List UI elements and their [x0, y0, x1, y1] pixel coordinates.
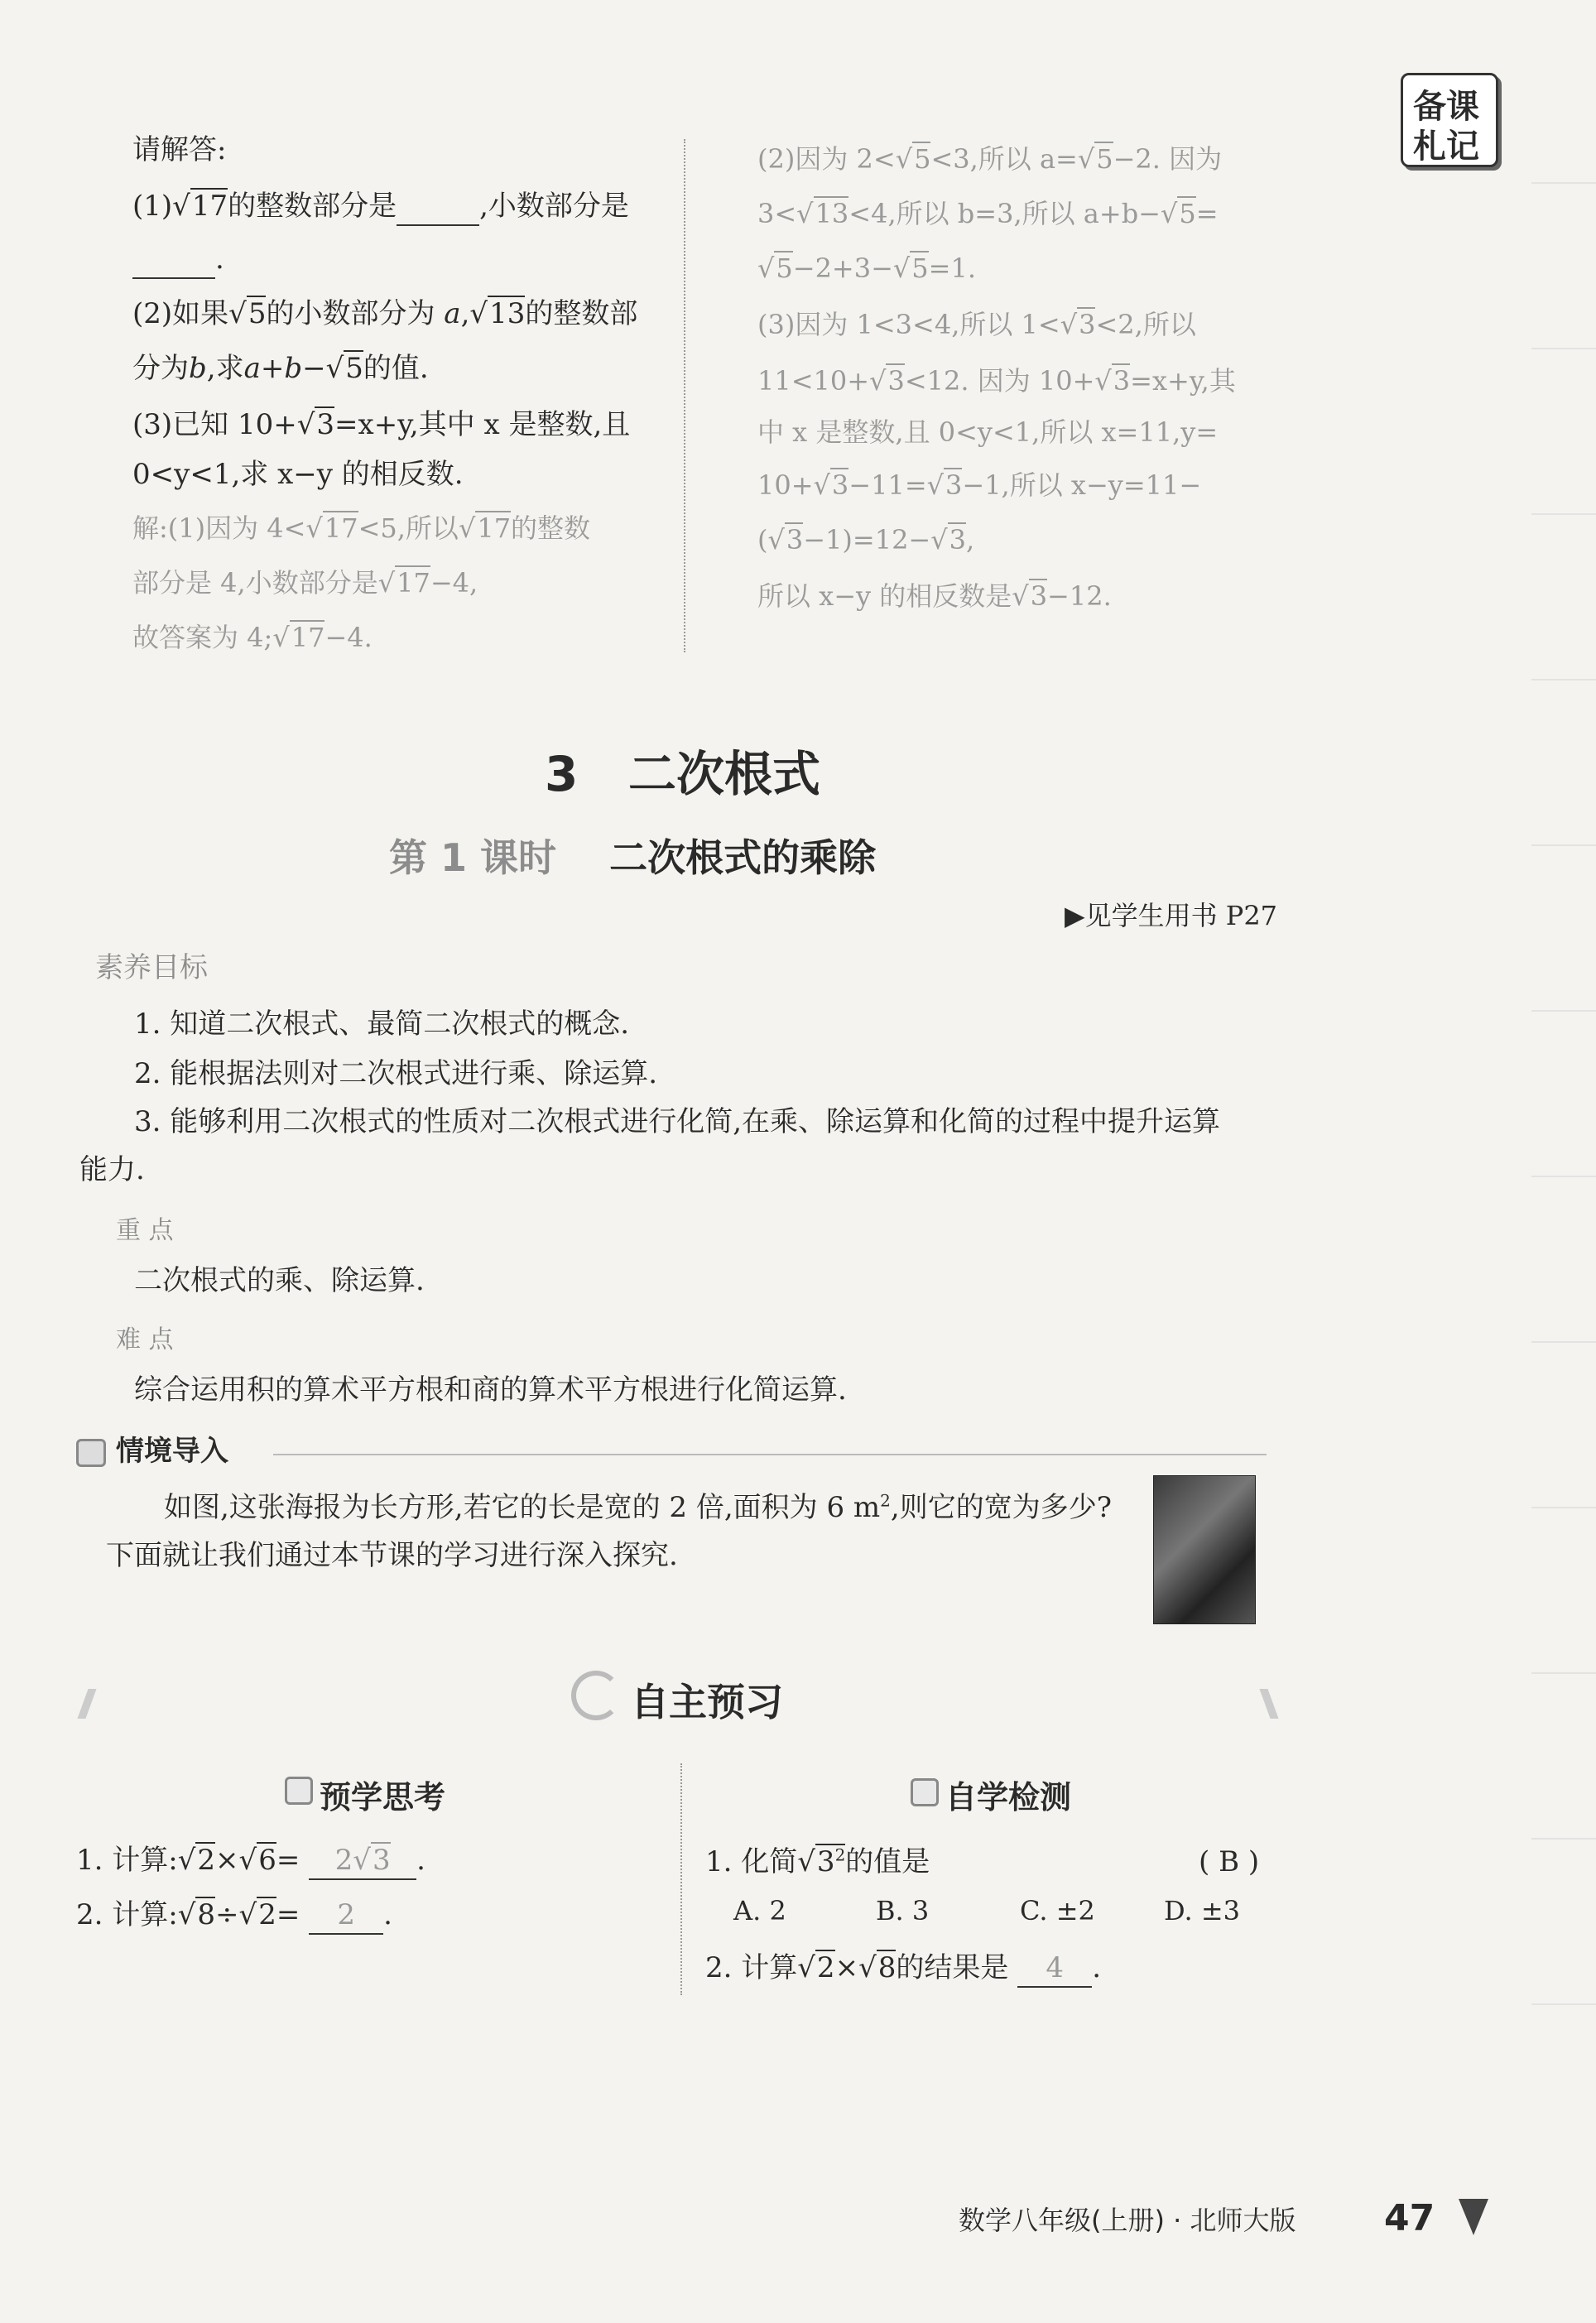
- sol-root-a: 17: [324, 512, 358, 544]
- tr-line6: 中 x 是整数,且 0<y<1,所以 x=11,y=: [757, 416, 1219, 448]
- badge-line2: 札记: [1413, 127, 1479, 166]
- q2-comma: ,: [460, 297, 470, 330]
- tr-line7: 10+√3−11=√3−1,所以 x−y=11−: [757, 469, 1202, 501]
- sol-text-e: −4,: [430, 567, 478, 599]
- tr-l9-b: −12.: [1047, 580, 1112, 612]
- difficulty-heading: 难 点: [116, 1325, 174, 1354]
- preview-left-mark: [77, 1689, 96, 1719]
- sol-root-b: 17: [477, 512, 512, 544]
- think-icon: [285, 1777, 313, 1805]
- tr-l9-r: 3: [1030, 580, 1048, 612]
- tr-l5-c: =x+y,其: [1130, 365, 1236, 397]
- tr-l5-b: <12. 因为 10+: [904, 365, 1095, 397]
- sol-text-c: 的整数: [511, 512, 591, 544]
- intro-icon: [76, 1439, 106, 1467]
- think-q2-r1: 8: [197, 1898, 216, 1931]
- lesson-title: [389, 828, 876, 883]
- sol-root-d: 17: [291, 622, 325, 653]
- tr-l7-b: −11=: [848, 469, 927, 501]
- goals-heading: 素养目标: [95, 951, 208, 984]
- preview-right-mark: [1259, 1689, 1278, 1719]
- sol-root-c: 17: [397, 567, 430, 599]
- intro-line2: 下面就让我们通过本节课的学习进行深入探究.: [106, 1539, 678, 1572]
- tr-l4-r: 3: [1079, 309, 1096, 340]
- section-name: 二次根式: [627, 746, 820, 802]
- sol-line3: 故答案为 4;√17−4.: [132, 622, 373, 653]
- tr-l9-a: 所以 x−y 的相反数是: [757, 580, 1012, 612]
- think-q2-prefix: 2. 计算:: [76, 1898, 178, 1931]
- q1-mid: 的整数部分是: [228, 190, 397, 223]
- tr-l3-r1: 5: [776, 252, 793, 284]
- sol-line2: 部分是 4,小数部分是√17−4,: [132, 567, 478, 599]
- q2-text-c: 的整数部: [525, 297, 638, 330]
- q3-root3: 3: [316, 408, 335, 441]
- top-divider: [684, 139, 685, 652]
- think-q1-ans-r: 3: [372, 1844, 391, 1877]
- sol-text-f: 故答案为 4;: [132, 622, 273, 653]
- q2-text-a: (2)如果: [132, 297, 229, 330]
- intro-rule: [273, 1454, 1267, 1455]
- lesson-label: 第 1 课时: [389, 835, 557, 880]
- think-q1-answer: 2√3: [309, 1843, 416, 1880]
- tr-l8-a: (: [757, 524, 768, 556]
- think-q1-end: .: [416, 1844, 425, 1877]
- sol-text-d: 部分是 4,小数部分是: [132, 567, 378, 599]
- q2-expr: a+b−: [243, 352, 326, 385]
- q2-text-e: ,求: [206, 352, 244, 385]
- tr-line1: (2)因为 2<√5<3,所以 a=√5−2. 因为: [757, 143, 1223, 175]
- q1-tail: ,小数部分是: [479, 190, 629, 223]
- check-q2: 2. 计算√2×√8的结果是 4 .: [705, 1950, 1101, 1988]
- tr-l2-c: =: [1195, 198, 1219, 229]
- check-q2-r1: 2: [816, 1951, 835, 1984]
- intro-heading: 情境导入: [116, 1435, 228, 1468]
- tr-l3-a: −2+3−: [792, 252, 893, 284]
- tr-l8-r1: 3: [786, 524, 804, 556]
- q1-blank1: [397, 189, 479, 226]
- tr-l7-c: −1,所以 x−y=11−: [962, 469, 1202, 501]
- tr-line9: 所以 x−y 的相反数是√3−12.: [757, 580, 1112, 612]
- q2-line2: 分为b,求a+b−√5的值.: [132, 352, 429, 385]
- check-q1: 1. 化简$√3^2$的值是: [705, 1844, 930, 1878]
- sol-text-g: −4.: [324, 622, 373, 653]
- tr-line3: √5−2+3−√5=1.: [757, 252, 976, 284]
- check-q2-tail: 的结果是: [896, 1951, 1009, 1984]
- margin-lines: [1531, 0, 1596, 2323]
- check-q2-prefix: 2. 计算: [705, 1951, 798, 1984]
- q1-end: .: [215, 243, 224, 276]
- check-q1-tail: 的值是: [845, 1845, 930, 1878]
- q3-text-b: =x+y,其中 x 是整数,且: [334, 408, 631, 441]
- sol-text-b: <5,所以: [358, 512, 459, 544]
- tr-l4-b: <2,所以: [1095, 309, 1196, 340]
- goal-2: 2. 能根据法则对二次根式进行乘、除运算.: [134, 1057, 658, 1090]
- option-a: A. 2: [733, 1895, 786, 1926]
- check-heading: 自学检测: [945, 1779, 1072, 1816]
- tr-l2-a: 3<: [757, 198, 797, 229]
- option-d: D. ±3: [1164, 1895, 1241, 1926]
- option-c: C. ±2: [1020, 1895, 1095, 1926]
- check-q1-answer: ( B ): [1199, 1845, 1260, 1878]
- think-q1-prefix: 1. 计算:: [76, 1844, 178, 1877]
- see-ref[interactable]: ▶见学生用书 P27: [1065, 900, 1278, 931]
- q2-var-a: a: [444, 297, 461, 330]
- q2-var-b: b: [189, 352, 207, 385]
- q1-root: 17: [191, 190, 228, 223]
- lesson-name: 二次根式的乘除: [609, 835, 877, 880]
- tr-l2-r2: 5: [1179, 198, 1196, 229]
- page-number: 47: [1384, 2197, 1435, 2239]
- tr-l3-b: =1.: [928, 252, 976, 284]
- tr-l2-b: <4,所以 b=3,所以 a+b−: [848, 198, 1161, 229]
- think-q1: 1. 计算:√2×√6= 2√3 .: [76, 1843, 425, 1880]
- think-q2-eq: =: [276, 1898, 300, 1931]
- intro-line1-a: 如图,这张海报为长方形,若它的长是宽的 2 倍,面积为 6 m: [164, 1491, 881, 1524]
- check-q1-prefix: 1. 化简: [705, 1845, 798, 1878]
- goal-3-cont: 能力.: [79, 1153, 145, 1186]
- think-q2-op: ÷: [215, 1898, 239, 1931]
- goal-3: 3. 能够利用二次根式的性质对二次根式进行化简,在乘、除运算和化简的过程中提升运算: [134, 1105, 1221, 1138]
- option-b: B. 3: [876, 1895, 930, 1926]
- preview-divider: [680, 1763, 682, 1995]
- check-q2-end: .: [1092, 1951, 1101, 1984]
- q1-blank2: [132, 242, 215, 279]
- tr-l1-r1: 5: [914, 143, 931, 175]
- section-title: [545, 735, 820, 805]
- tr-l7-r1: 3: [831, 469, 849, 501]
- think-q2-end: .: [383, 1898, 392, 1931]
- tr-l8-b: −1)=12−: [803, 524, 931, 556]
- difficulty-text: 综合运用积的算术平方根和商的算术平方根进行化简运算.: [134, 1373, 847, 1407]
- q2-root13: 13: [489, 297, 526, 330]
- tr-l8-r2: 3: [949, 524, 966, 556]
- preview-title: 自主预习: [631, 1680, 783, 1724]
- tr-line4: (3)因为 1<3<4,所以 1<√3<2,所以: [757, 309, 1196, 340]
- q2-text-d: 分为: [132, 352, 189, 385]
- goal-1: 1. 知道二次根式、最简二次根式的概念.: [134, 1008, 630, 1041]
- intro-line1: [164, 1490, 1112, 1526]
- tr-l7-r2: 3: [945, 469, 963, 501]
- check-q2-r2: 8: [877, 1951, 897, 1984]
- prompt: 请解答:: [132, 133, 227, 166]
- key-point-text: 二次根式的乘、除运算.: [134, 1264, 425, 1297]
- think-q1-r1: 2: [197, 1844, 216, 1877]
- check-q1-sup: 2: [834, 1844, 846, 1865]
- tr-l8-c: ,: [965, 524, 975, 556]
- think-q2: 2. 计算:√8÷√2= 2 .: [76, 1897, 392, 1935]
- think-heading: 预学思考: [320, 1779, 446, 1816]
- tr-line2: 3<√13<4,所以 b=3,所以 a+b−√5=: [757, 198, 1219, 229]
- q2-line1: (2)如果√5的小数部分为 a,√13的整数部: [132, 297, 638, 330]
- q2-text-b: 的小数部分为: [266, 297, 435, 330]
- tr-l5-r2: 3: [1113, 365, 1131, 397]
- sol-text-a: 解:(1)因为 4<: [132, 512, 306, 544]
- footer-mark-icon: [1459, 2199, 1488, 2235]
- check-q2-op: ×: [834, 1951, 859, 1984]
- think-q1-r2: 6: [258, 1844, 276, 1877]
- q3-text-a: (3)已知 10+: [132, 408, 297, 441]
- q1-line1: (1)√17的整数部分是 ,小数部分是: [132, 189, 629, 226]
- tr-line8: (√3−1)=12−√3,: [757, 524, 975, 556]
- tr-l7-a: 10+: [757, 469, 814, 501]
- tr-l1-b: <3,所以 a=: [930, 143, 1078, 175]
- q2-root5b: 5: [345, 352, 363, 385]
- footer-book: 数学八年级(上册) · 北师大版: [959, 2205, 1296, 2236]
- key-point-heading: 重 点: [116, 1216, 174, 1245]
- tr-l1-a: (2)因为 2<: [757, 143, 896, 175]
- check-icon: [911, 1778, 939, 1806]
- intro-line1-b: ,则它的宽为多少?: [890, 1491, 1112, 1524]
- poster-image: [1153, 1475, 1256, 1624]
- q1-line2: [132, 242, 224, 279]
- check-q1-radicand: [815, 1844, 845, 1878]
- intro-sup: 2: [880, 1490, 891, 1511]
- think-q2-answer: 2: [309, 1897, 383, 1935]
- sol-line1: 解:(1)因为 4<√17<5,所以√17的整数: [132, 512, 591, 544]
- q3-line1: (3)已知 10+√3=x+y,其中 x 是整数,且: [132, 408, 631, 441]
- q3-line2: 0<y<1,求 x−y 的相反数.: [132, 458, 464, 491]
- q1-prefix: (1): [132, 190, 173, 223]
- think-q1-eq: =: [276, 1844, 300, 1877]
- notes-badge: [1401, 73, 1498, 167]
- tr-l1-r2: 5: [1096, 143, 1113, 175]
- tr-l4-a: (3)因为 1<3<4,所以 1<: [757, 309, 1060, 340]
- section-number: 3: [545, 746, 579, 802]
- tr-line5: 11<10+√3<12. 因为 10+√3=x+y,其: [757, 365, 1236, 397]
- think-q2-r2: 2: [258, 1898, 276, 1931]
- badge-line1: 备课: [1413, 88, 1479, 126]
- check-q2-answer: 4: [1017, 1950, 1092, 1988]
- tr-l2-r1: 13: [815, 198, 849, 229]
- tr-l5-a: 11<10+: [757, 365, 870, 397]
- think-q1-op: ×: [215, 1844, 239, 1877]
- preview-icon: [571, 1671, 621, 1720]
- q2-root5: 5: [248, 297, 267, 330]
- think-q1-ans-a: 2: [334, 1844, 353, 1877]
- tr-l3-r2: 5: [911, 252, 929, 284]
- tr-l1-c: −2. 因为: [1113, 143, 1223, 175]
- tr-l5-r1: 3: [887, 365, 905, 397]
- check-q1-root: 3: [816, 1845, 835, 1878]
- q2-text-f: 的值.: [363, 352, 429, 385]
